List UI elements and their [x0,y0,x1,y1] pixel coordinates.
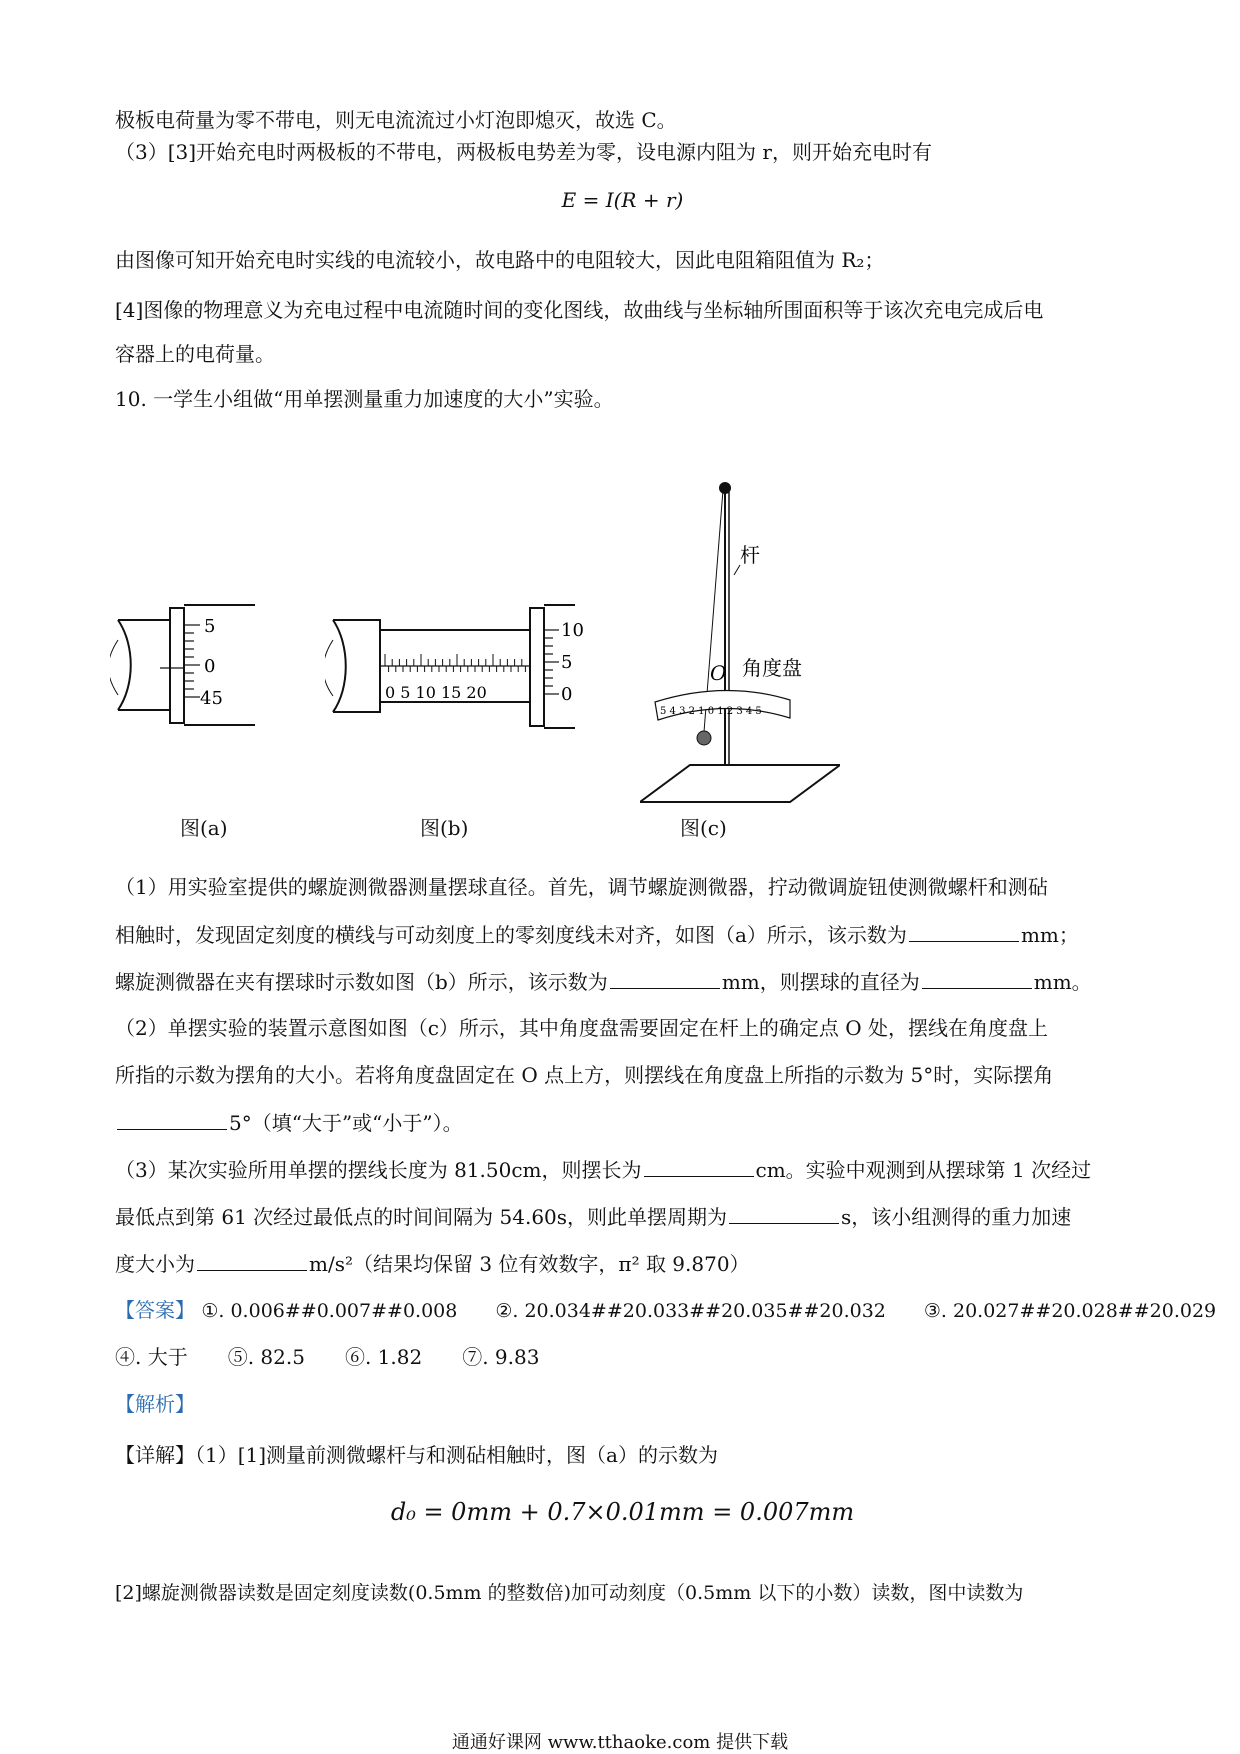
text-segment: 5°（填“大于”或“小于”）。 [229,1111,463,1135]
figure-a [110,600,270,740]
tick-label: 0 [561,684,573,705]
tick-label: 5 [204,616,216,637]
text-line: [2]螺旋测微器读数是固定刻度读数(0.5mm 的整数倍)加可动刻度（0.5mm 以下的小数）读数，图中读数为 [115,1582,1024,1604]
text-segment: 相触时，发现固定刻度的横线与可动刻度上的零刻度线未对齐，如图（a）所示，该示数为 [115,923,907,947]
text-line [115,919,1130,950]
pendulum-bob [697,731,711,745]
text-line [115,1107,1130,1138]
text-segment: 度大小为 [115,1252,195,1276]
text-segment: cm。实验中观测到从摆球第 1 次经过 [755,1158,1092,1182]
text-line [115,1248,1130,1279]
answer-blank[interactable] [909,919,1019,942]
question-title: 10. 一学生小组做“用单摆测量重力加速度的大小”实验。 [115,387,614,411]
answer-line: ④. 大于 ⑤. 82.5 ⑥. 1.82 ⑦. 9.83 [115,1345,540,1369]
tick-label: 0 [204,656,216,677]
disc-label: 角度盘 [742,656,802,680]
text-line: [4]图像的物理意义为充电过程中电流随时间的变化图线，故曲线与坐标轴所围面积等于该次充电完成后电 [115,298,1044,322]
rod-label: 杆 [740,543,760,567]
text-line: 所指的示数为摆角的大小。若将角度盘固定在 O 点上方，则摆线在角度盘上所指的示数为 5°时，实际摆角 [115,1063,1054,1087]
text-line [115,1201,1130,1232]
text-segment: 最低点到第 61 次经过最低点的时间间隔为 54.60s，则此单摆周期为 [115,1205,728,1229]
answer-text: ①. 0.006##0.007##0.008 ②. 20.034##20.033##20.035##20.032 ③. 20.027##20.028##20.029 [201,1300,1217,1322]
answer-blank[interactable] [644,1154,754,1177]
answer-blank[interactable] [922,966,1032,989]
text-line: 【详解】（1）[1]测量前测微螺杆与和测砧相触时，图（a）的示数为 [115,1443,718,1467]
figure-caption: 图(b) [420,816,469,840]
equation: d₀ = 0mm + 0.7×0.01mm = 0.007mm [390,1498,855,1526]
text-line [115,1154,1130,1185]
text-line: （1）用实验室提供的螺旋测微器测量摆球直径。首先，调节螺旋测微器，拧动微调旋钮使测微螺杆和测砧 [115,875,1048,899]
equation: E = I(R + r) [561,188,684,212]
tick-label: 45 [200,688,223,709]
main-scale-labels: 0 5 10 15 20 [385,683,487,702]
disc-numbers: 5 4 3 2 1 0 1 2 3 4 5 [660,706,762,717]
answer-tag: 【答案】 [115,1298,195,1322]
text-segment: s，该小组测得的重力加速 [841,1205,1072,1229]
figure-caption: 图(c) [680,816,727,840]
text-line: 极板电荷量为零不带电，则无电流流过小灯泡即熄灭，故选 C。 [115,108,677,132]
text-line [115,966,1130,997]
text-segment: 螺旋测微器在夹有摆球时示数如图（b）所示，该示数为 [115,970,608,994]
text-segment: m/s²（结果均保留 3 位有效数字，π² 取 9.870） [309,1252,750,1276]
o-label: O [710,661,727,685]
figure-c [640,480,840,810]
tick-label: 10 [561,620,584,641]
analysis-tag: 【解析】 [115,1392,195,1416]
answer-line [115,1295,1217,1326]
text-segment: mm； [1020,923,1079,947]
text-segment: （3）某次实验所用单摆的摆线长度为 81.50cm，则摆长为 [115,1158,642,1182]
text-line: 容器上的电荷量。 [115,342,275,366]
figure-caption: 图(a) [180,816,228,840]
footer: 通通好课网 www.tthaoke.com 提供下载 [451,1732,789,1753]
answer-blank[interactable] [729,1201,839,1224]
answer-blank[interactable] [117,1107,227,1130]
text-line: （2）单摆实验的装置示意图如图（c）所示，其中角度盘需要固定在杆上的确定点 O 处，摆线在角度盘上 [115,1016,1049,1040]
text-line: 由图像可知开始充电时实线的电流较小，故电路中的电阻较大，因此电阻箱阻值为 R₂； [115,248,885,272]
tick-label: 5 [561,652,573,673]
text-line: （3）[3]开始充电时两极板的不带电，两极板电势差为零，设电源内阻为 r，则开始充电时有 [115,140,932,164]
text-segment: mm。 [1033,970,1092,994]
figure-b [325,600,585,740]
answer-blank[interactable] [610,966,720,989]
answer-blank[interactable] [197,1248,307,1271]
text-segment: mm，则摆球的直径为 [721,970,920,994]
